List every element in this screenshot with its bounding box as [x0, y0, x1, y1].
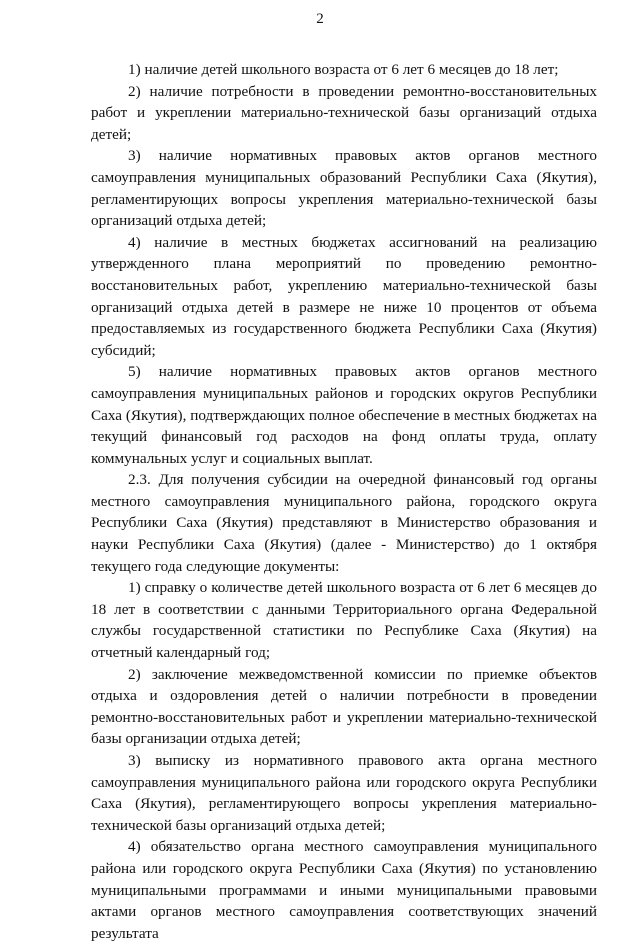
paragraph-doc-4: 4) обязательство органа местного самоуправления муниципального района или городского округа Республики Саха (Якутия) по установлению муниципальными программами и иными муниципальными правовыми актами органов местного самоуправления соответствующих значений результата — [91, 838, 597, 942]
paragraph-doc-2: 2) заключение межведомственной комиссии по приемке объектов отдыха и оздоровления детей о наличии потребности в проведении ремонтно-восстановительных работ и укреплении материально-технической базы организации отдыха детей; — [91, 665, 597, 748]
paragraph-5: 5) наличие нормативных правовых актов органов местного самоуправления муниципальных районов и городских округов Республики Саха (Якутия), подтверждающих полное обеспечение в местных бюджетах на текущий финансовый год расходов на фонд оплаты труда, оплату коммунальных услуг и социальных выплат. — [91, 363, 597, 467]
page-number: 2 — [316, 11, 324, 27]
document-body — [91, 59, 597, 944]
paragraph-3: 3) наличие нормативных правовых актов органов местного самоуправления муниципальных образований Республики Саха (Якутия), регламентирующих вопросы укрепления материально-технической базы организаций отдыха детей; — [91, 147, 597, 230]
paragraph-1: 1) наличие детей школьного возраста от 6 лет 6 месяцев до 18 лет; — [128, 61, 559, 78]
paragraph-4: 4) наличие в местных бюджетах ассигнований на реализацию утвержденного плана мероприятий по проведению ремонтно-восстановительных работ, укреплению материально-технической базы организаций отдыха детей в размере не ниже 10 процентов от объема предоставляемых из государственного бюджета Республики Саха (Якутия) субсидий; — [91, 233, 597, 359]
paragraph-doc-3: 3) выписку из нормативного правового акта органа местного самоуправления муниципального района или городского округа Республики Саха (Якутия), регламентирующего вопросы укрепления материально-технической базы организаций отдыха детей; — [91, 752, 597, 834]
paragraph-2: 2) наличие потребности в проведении ремонтно-восстановительных работ и укреплении материально-технической базы организаций отдыха детей; — [91, 82, 597, 143]
paragraph-doc-1: 1) справку о количестве детей школьного возраста от 6 лет 6 месяцев до 18 лет в соответствии с данными Территориального органа Федеральной службы государственной статистики по Республике Саха (Якутия) на отчетный календарный год; — [91, 579, 597, 662]
paragraph-section-2-3: 2.3. Для получения субсидии на очередной финансовый год органы местного самоуправления муниципального района, городского округа Республики Саха (Якутия) представляют в Министерство образования и науки Республики Саха (Якутия) (далее - Министерство) до 1 октября текущего года следующие документы: — [91, 471, 597, 575]
